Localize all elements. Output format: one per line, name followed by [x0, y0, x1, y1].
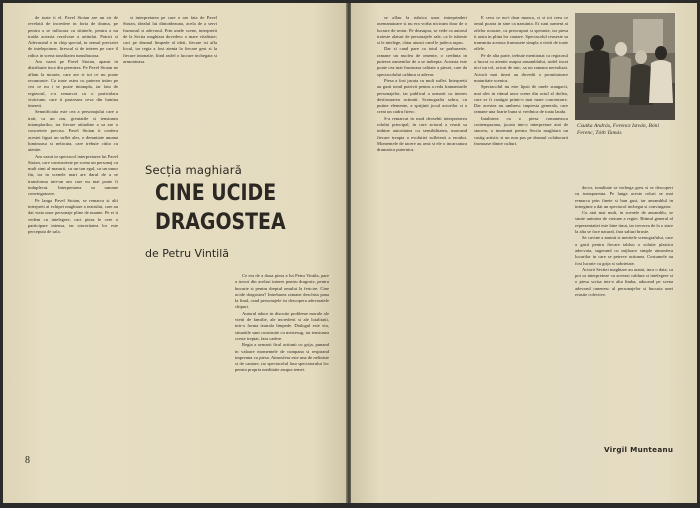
right-column-3: [575, 185, 673, 449]
right-page: [351, 3, 697, 503]
left-column-1: [28, 15, 118, 459]
author-signature: Virgil Munteanu: [604, 445, 674, 454]
right-column-2: [474, 15, 568, 459]
right-column-1: [377, 15, 467, 459]
paragraph: si interpretarea pe care o are fata de Pavel Stoian, idealul lui dintotdeauna, acela de a servi frumosul si adevarul. Prin unele scene, interpretii de la Sectia maghiara dovedesc o mare vitalitate; caci pe drumul limpede al ideii, fiecare isi afla locul, iar regia a fost atenta la fiecare gest si la fiecare intonatie, fiind astfel o lucrare inchegata si armonioasa.: [123, 15, 217, 65]
photo-illustration: [575, 13, 675, 120]
paragraph: Regia a urmarit firul actiunii cu grija, punand in valoare momentele de cumpana si respirand impreuna cu piesa. Atmosfera este una de neliniste si de cautare, iar spectacolul lasa spectatorului loc pentru propria meditatie asupra temei.: [235, 342, 329, 373]
paragraph: Autorul aduce in discutie probleme morale ale vietii de familie, ale increderii si ale loialitatii, intr-o forma teatrala limpede. Dialogul este viu, situatiile sunt construite cu mestesug, iar tensiunea creste treptat, fara cadere.: [235, 310, 329, 341]
paragraph: se aflau la rubrica unor intreprinderi asemanatoare si nu era vorba nicicum doar de o lucrare de sertar. Pe deasupra, se vede ca autorul traieste alaturi de personajele sale, ca le iubeste si le intelege, chiar atunci cand le judeca aspru.: [377, 15, 467, 46]
paragraph: Actorii Sectiei maghiare au aratat, inca o data, ca pot sa interpreteze cu aceeasi caldura si intelegere si o piesa scrisa intr-o alta limba, aducand pe scena adevarul omenesc al personajelor si bucuria unei reusite colective.: [575, 266, 673, 298]
paragraph: Pe de alta parte, trebuie mentionat ca regizorul a lucrat cu atentie asupra ansamblului, astfel incat nici un rol, oricat de mic, sa nu ramana nerealizat. Actorii mai tineri au dovedit o promitatoare maturitate scenica.: [474, 52, 568, 83]
paragraph: Intalnirea cu o piesa romaneasca contemporana, jucata intr-o interpretare atat de sincera, a insemnat pentru Sectia maghiara un castig artistic si un nou pas pe drumul colaborarii frumoase dintre culturi.: [474, 115, 568, 146]
photo-caption: Csutka András, Ferencz István, Bóni Ferenc, Tóth Tamás: [577, 123, 660, 137]
paragraph: Piesa a fost jucata cu mult suflet. Interpretii au gasit tonul potrivit pentru a reda framantarile personajelor, iar publicul a urmarit cu interes desfasurarea actiunii. Scenografia sobra, cu putine elemente, a sprijinit jocul actorilor si a creat un cadru firesc.: [377, 77, 467, 115]
paragraph: Dar si cand pare ca totul se prabuseste, ramane un nucleu de omenie, o credinta in puterea oamenilor de a se indrepta. Aceasta este poate cea mai frumoasa calitate a piesei, care da spectacolului caldura si adevar.: [377, 46, 467, 77]
paragraph: Pe langa Pavel Stoian, se remarca si alti interpreti ai echipei maghiare a teatrului, care au dat viata unor personaje pline de nuante. Pe ei ii vedem cu intelegere, caci piesa le cere o participare intensa, iar sinceritatea lor este perceputa de sala.: [28, 197, 118, 235]
author-byline: de Petru Vintilă: [145, 247, 230, 260]
paragraph: Ce era de a doua piesa a lui Petru Vintila, pare a izvori din acelasi interes pentru dragoste, pentru bucurie si pentru dreptul omului la fericire. Cine ucide dragostea? Intrebarea ramane deschisa pana la final, cand personajele isi descopera adevaratele chipuri.: [235, 273, 329, 310]
paragraph: Se cuvine a aminti si meritele scenografului, care a gasit pentru fiecare tablou o solutie plastica adecvata, sugerand cu mijloace simple atmosfera locurilor in care se petrece actiunea. Costumele au fost lucrate cu grija si sobrietate.: [575, 235, 673, 266]
article-heading: [131, 163, 341, 260]
paragraph: Cu atat mai mult, in scenele de ansamblu, se simte unitatea de viziune a regiei. Ritmul general al reprezentatiei este bine tinut, iar trecerea de la o stare la alta se face natural, fara salturi bruste.: [575, 210, 673, 235]
production-photo: [575, 13, 675, 120]
paragraph: Spectacolul nu este lipsit de unele stangacii, mai ales in ritmul unor scene din actul al doilea, care ar fi castigat printr-o mai mare concentrare. Dar acestea nu umbresc impresia generala, care ramane una foarte buna si vrednica de toata lauda.: [474, 84, 568, 115]
left-page: [3, 3, 347, 503]
paragraph: E ceva ce nu-i doar munca, ci si tot ceea ce omul poarta in sine ca nazuinta. Ei sunt oameni ai zilelor noastre, cu preocupari si sperante, iar piesa ii arata in plina lor cautare. Spectacolul reuseste sa transmita aceasta frumusete simpla a vietii de toate zilele.: [474, 15, 568, 52]
article-title-line-1: CINE UCIDE: [155, 181, 277, 206]
left-column-3: [235, 273, 329, 459]
paragraph: S-a remarcat in mod deosebit interpretarea rolului principal, in care actorul a reusit sa imbine autoritatea cu sensibilitatea, marcand fiecare treapta a evolutiei sufletesti a eroului. Momentele de tacere au avut si ele o incarcatura dramatica puternica.: [377, 115, 467, 153]
article-title-line-2: DRAGOSTEA: [155, 210, 286, 235]
section-label: Secția maghiară: [145, 163, 242, 177]
paragraph: Am vazut in spectacol interpretarea lui Pavel Stoian, care construieste pe scena un personaj cu mult simt al masurii, cu un ton egal, cu un umor fin, iar in scenele mari are darul de a se transforma intr-un om care nu mai poate fi induplecat. Interpretarea sa ramane convingatoare.: [28, 153, 118, 197]
page-number: 8: [25, 455, 30, 466]
left-column-2: [123, 15, 217, 141]
paragraph: decor, tonalitate se inchega greu si se descoperi cu transparenta. Pe langa aceste roluri se mai remarca prin finete si bun gust, iar ansamblul in intregime a dat un spectacol inchegat si convingator.: [575, 185, 673, 209]
paragraph: Semnificatia este cea a personajului care a trait, ca un om, greutatile si tensiunea intamplarilor, iar fiecare atitudine a sa are o concretete precisa. Pavel Stoian ii confera acestei figuri un suflet ales, o demnitate umana luminoasa si nefacuta, care trebuie citita cu atentie.: [28, 109, 118, 153]
paragraph: de toate ii el, Pavel Stoian are un sir de revelatii de incredere in forta de drama, pe pentru a se inflacara cu stiintele, pentru a nu traida aceasta rezolvare a artitului. Patrici si Adevaratul e in chip special, in sensul preciziei de intelepciune, firescul si de interes pe care il ridica in scena tonalitatea tumultuoasa.: [28, 15, 118, 58]
paragraph: Am vazut pe Pavel Stoian, aparut in distributie inca din premiera. Pe Pavel Stoian ne aflam la moarte, care are si tot ce nu poate recunoaste. Ca toate astea cu puterea intim pe cea ce nu i se poate intampla, iar fata de regizorul, s-a remarcat cu o particulara vioiciune, care ii pastreaza ceva din lumina tinereti.: [28, 59, 118, 109]
